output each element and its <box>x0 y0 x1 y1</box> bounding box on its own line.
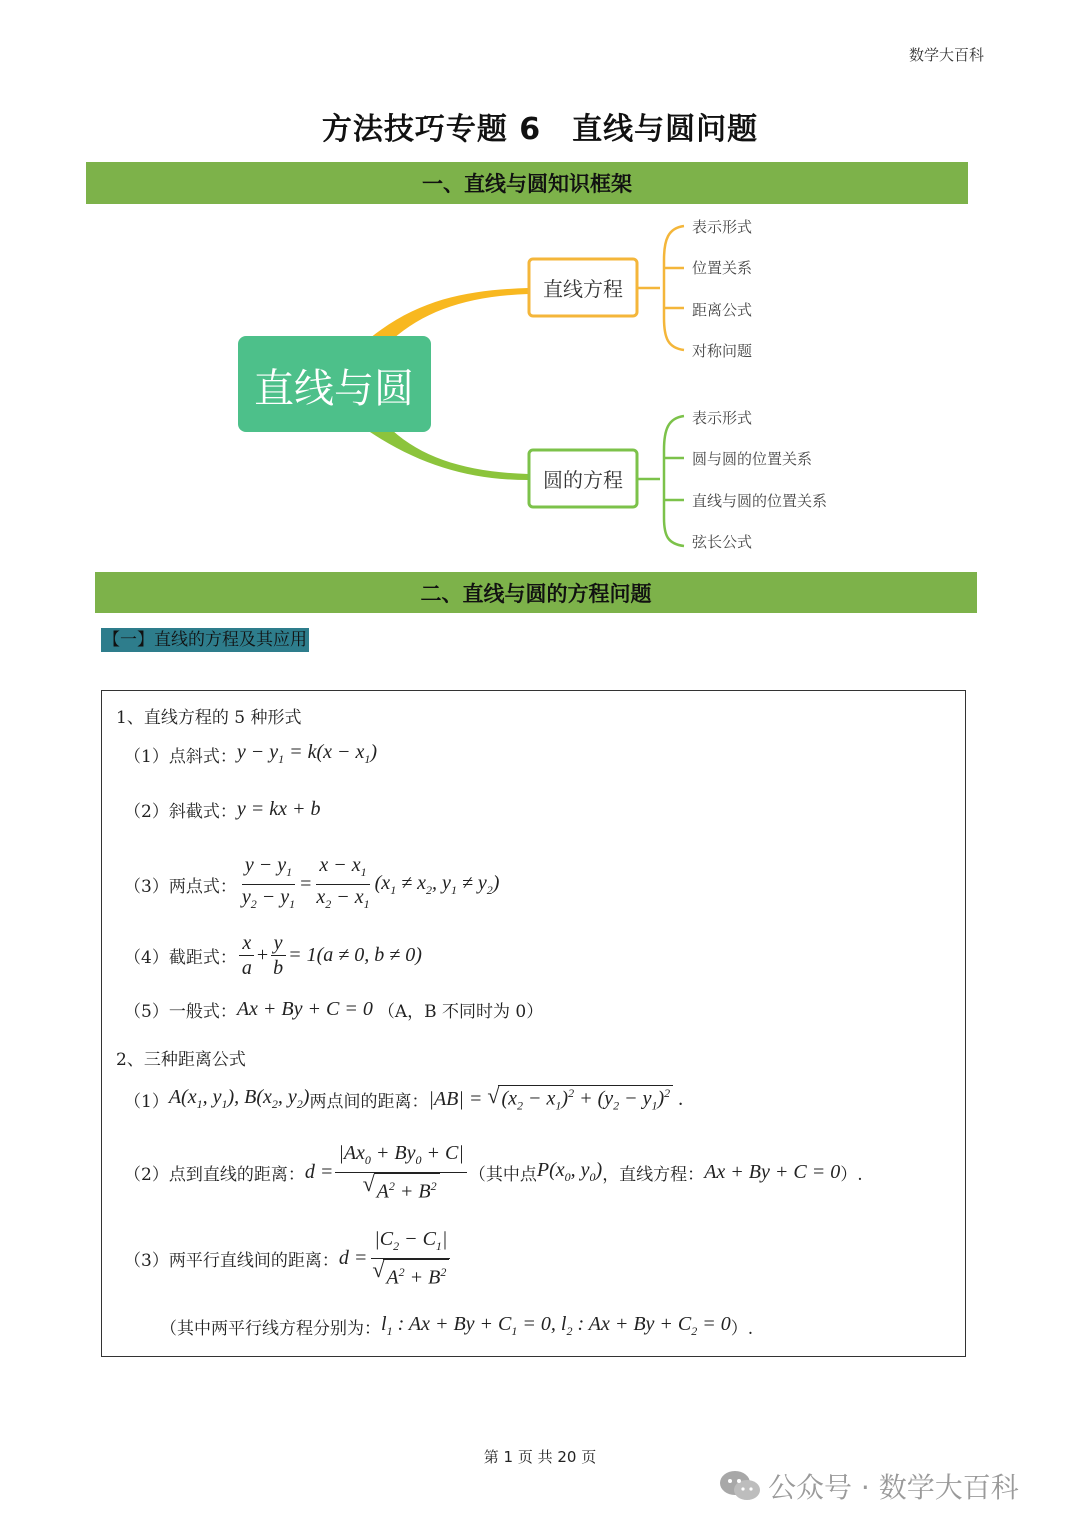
formula-intercept: （4）截距式： $\frac{x}{a}$ + $\frac{y}{b}$ = 1(a ≠ 0, b ≠ 0) <box>124 932 422 979</box>
center-node-label: 直线与圆 <box>254 366 414 412</box>
parallel-lines-note: （其中两平行线方程分别为： $l_1$ : $Ax + By + C_1 = 0$, $l_2$ : $Ax + By + C_2 = 0$ ）. <box>160 1313 754 1339</box>
section-band-1 <box>86 162 968 204</box>
section-band-1-title: 一、直线与圆知识框架 <box>422 172 632 196</box>
formula-label: （1）点斜式： <box>124 746 237 767</box>
fraction-x-a: $\frac{x}{a}$ <box>239 931 255 980</box>
mind-map <box>0 200 1080 570</box>
formula-expression: = 1(a ≠ 0, b ≠ 0) <box>288 944 422 966</box>
formula-expression: |AB| = <box>428 1087 488 1110</box>
fraction-point-line: $|Ax_0 + By_0 + C|$ √ $A^2 + B^2$ <box>335 1141 467 1204</box>
wechat-icon <box>718 1468 762 1504</box>
fraction-right: $\frac{x - x_1}{x_2 - x_1}$ <box>316 854 370 911</box>
leaf-line-4: 对称问题 <box>692 342 753 360</box>
leaf-circle-3: 直线与圆的位置关系 <box>692 492 828 510</box>
branch-top <box>370 288 528 340</box>
leaf-line-2: 位置关系 <box>692 259 753 277</box>
formula-label: （3）两平行直线间的距离： <box>124 1250 339 1271</box>
distance-parallel-lines: （3）两平行直线间的距离： d = $|C_2 - C_1|$ √ $A^2 + B^2$ <box>124 1227 454 1290</box>
formula-label: （2）斜截式： <box>124 802 237 822</box>
leaf-line-1: 表示形式 <box>692 218 753 236</box>
formula-points: $A(x_1$, $y_1$), $B(x_2$, $y_2$) <box>168 1086 310 1112</box>
formula-two-point: （3）两点式： $\frac{y - y_1}{y_2 - y_1}$ = $\frac{x - x_1}{x_2 - x_1}$ ($x_1 \ne x_2$, $y_1 \ne y_2$) <box>124 853 499 916</box>
formula-note: ）. <box>840 1164 863 1185</box>
section-band-2 <box>95 572 977 613</box>
formula-expression: Ax + By + C = 0 <box>236 998 378 1020</box>
formula-note: （A，B 不同时为 0） <box>377 1002 544 1022</box>
fraction-y-b: $\frac{y}{b}$ <box>270 931 286 980</box>
bracket-top <box>637 226 684 350</box>
branch-bottom <box>370 430 528 480</box>
watermark <box>718 1466 1019 1506</box>
header-brand: 数学大百科 <box>908 46 984 64</box>
formula-box <box>101 690 966 1357</box>
page-title: 方法技巧专题 6 直线与圆问题 <box>321 112 759 147</box>
section-band-2-title: 二、直线与圆的方程问题 <box>420 581 652 606</box>
distance-point-line: （2）点到直线的距离： d = $|Ax_0 + By_0 + C|$ √ $A^2 + B^2$ （其中点 $P(x_0$, $y_0$) ，直线方程： Ax + By + C = 0 ）. <box>124 1142 863 1203</box>
formula-slope-intercept <box>124 797 320 822</box>
line-eq-label: 直线方程 <box>543 277 623 301</box>
leaf-circle-4: 弦长公式 <box>692 533 753 551</box>
formula-general <box>124 997 543 1022</box>
formula-condition: ($x_1 \ne x_2$, $y_1 \ne y_2$) <box>374 871 500 897</box>
formula-label: （1） <box>124 1091 169 1112</box>
formula-note: ）. <box>730 1318 754 1339</box>
leaf-circle-2: 圆与圆的位置关系 <box>692 450 813 468</box>
distance-two-points: （1） $A(x_1$, $y_1$), $B(x_2$, $y_2$) 两点间的距离： |AB| = √ $(x_2 - x_1)^2 + (y_2 - y_1)^2$ . <box>124 1083 684 1113</box>
page-number: 第 1 页 共 20 页 <box>483 1448 597 1466</box>
leaf-line-3: 距离公式 <box>692 301 753 319</box>
circle-eq-label: 圆的方程 <box>543 468 623 492</box>
formula-point-slope <box>124 741 377 767</box>
heading-distance-formulas: 2、三种距离公式 <box>116 1050 246 1070</box>
leaf-circle-1: 表示形式 <box>692 409 753 427</box>
formula-expression: $y - y_1 = k(x - x_1)$ <box>236 741 378 766</box>
formula-label: （4）截距式： <box>124 948 237 968</box>
subsection-heading: 【一】直线的方程及其应用 <box>103 630 307 650</box>
formula-note: （其中两平行线方程分别为： <box>160 1318 381 1339</box>
formula-expression: y = kx + b <box>236 798 321 820</box>
formula-note: ，直线方程： <box>602 1164 705 1185</box>
heading-line-forms: 1、直线方程的 5 种形式 <box>116 708 302 728</box>
fraction-left: $\frac{y - y_1}{y_2 - y_1}$ <box>241 854 296 911</box>
sqrt-expression: √ $(x_2 - x_1)^2 + (y_2 - y_1)^2$ <box>487 1085 673 1114</box>
bracket-bottom <box>637 416 684 546</box>
formula-text: 两点间的距离： <box>309 1091 429 1112</box>
watermark-text: 公众号 · 数学大百科 <box>768 1471 1019 1504</box>
formula-note: （其中点 <box>468 1164 537 1185</box>
formula-label: （2）点到直线的距离： <box>124 1164 305 1185</box>
fraction-parallel: $|C_2 - C_1|$ √ $A^2 + B^2$ <box>369 1227 452 1290</box>
formula-label: （5）一般式： <box>124 1002 237 1022</box>
formula-label: （3）两点式： <box>124 877 237 897</box>
